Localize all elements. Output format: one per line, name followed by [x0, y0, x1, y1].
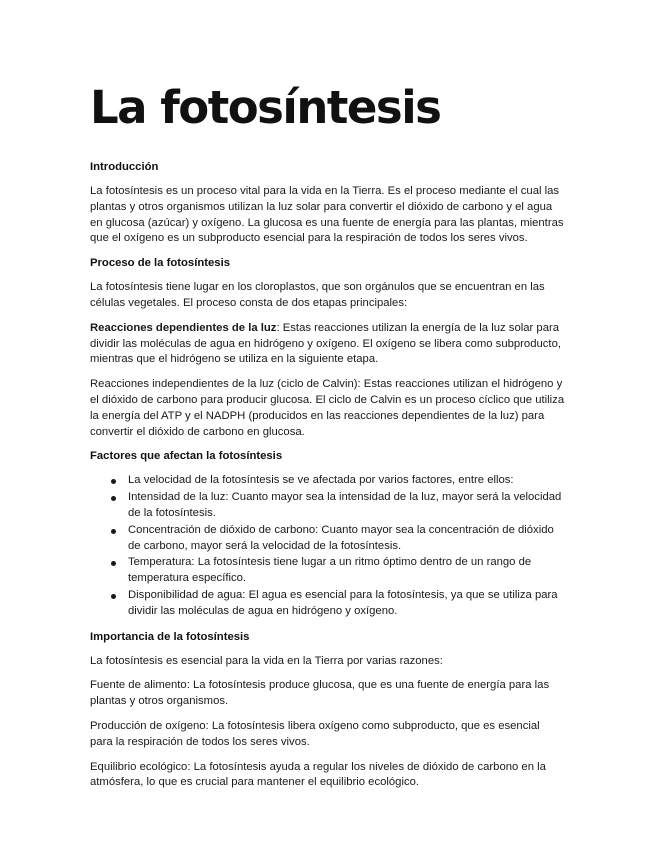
intro-paragraph: La fotosíntesis es un proceso vital para la vida en la Tierra. Es el proceso mediante el cual las plantas y otros organismos utilizan la luz solar para convertir el dióxido de carbono y el agua en glucosa (azúcar) y oxígeno. La glucosa es una fuente de energía para las plantas, mientras que el oxígeno es un subproducto esencial para la respiración de todos los seres vivos.	[90, 185, 564, 245]
list-item: Concentración de dióxido de carbono: Cuanto mayor sea la concentración de dióxido de carbono, mayor será la velocidad de la fotosíntesis.	[128, 523, 565, 555]
calvin-cycle-paragraph: Reacciones independientes de la luz (ciclo de Calvin): Estas reacciones utilizan el hidrógeno y el dióxido de carbono para producir glucosa. El ciclo de Calvin es un proceso cíclico que utiliza la energía del ATP y el NADPH (producidos en las reacciones dependientes de la luz) para convertir el dióxido de carbono en glucosa.	[90, 378, 565, 438]
section-heading-importance: Importancia de la fotosíntesis	[90, 630, 250, 643]
section-heading-factors: Factores que afectan la fotosíntesis	[90, 450, 283, 463]
importance-paragraph: Equilibrio ecológico: La fotosíntesis ayuda a regular los niveles de dióxido de carbono en la atmósfera, lo que es crucial para mantener el equilibrio ecológico.	[90, 760, 546, 789]
list-item: Temperatura: La fotosíntesis tiene lugar a un ritmo óptimo dentro de un rango de temperatura específico.	[128, 555, 565, 587]
list-item: Intensidad de la luz: Cuanto mayor sea la intensidad de la luz, mayor será la velocidad de la fotosíntesis.	[128, 490, 565, 522]
list-item: Disponibilidad de agua: El agua es esencial para la fotosíntesis, ya que se utiliza para dividir las moléculas de agua en hidrógeno y oxígeno.	[128, 588, 565, 620]
section-heading-introduction: Introducción	[90, 161, 159, 173]
importance-paragraph: La fotosíntesis es esencial para la vida en la Tierra por varias razones:	[90, 654, 443, 667]
list-item: La velocidad de la fotosíntesis se ve afectada por varios factores, entre ellos:	[128, 473, 565, 489]
light-reactions-text: : Estas reacciones utilizan la energía de la luz solar para dividir las moléculas de agua en hidrógeno y oxígeno. El oxígeno se libera como subproducto, mientras que el hidrógeno se utiliza en la siguiente etapa.	[90, 321, 561, 366]
light-reactions-title: Reacciones dependientes de la luz	[90, 321, 277, 334]
factors-list	[90, 473, 565, 619]
light-reactions-paragraph	[90, 321, 565, 368]
importance-paragraph: Producción de oxígeno: La fotosíntesis libera oxígeno como subproducto, que es esencial para la respiración de todos los seres vivos.	[90, 719, 540, 748]
process-paragraph: La fotosíntesis tiene lugar en los cloroplastos, que son orgánulos que se encuentran en las células vegetales. El proceso consta de dos etapas principales:	[90, 281, 545, 309]
section-heading-process: Proceso de la fotosíntesis	[90, 257, 230, 270]
document-title: La fotosíntesis	[90, 81, 441, 134]
importance-paragraph: Fuente de alimento: La fotosíntesis produce glucosa, que es una fuente de energía para las plantas y otros organismos.	[90, 679, 550, 708]
